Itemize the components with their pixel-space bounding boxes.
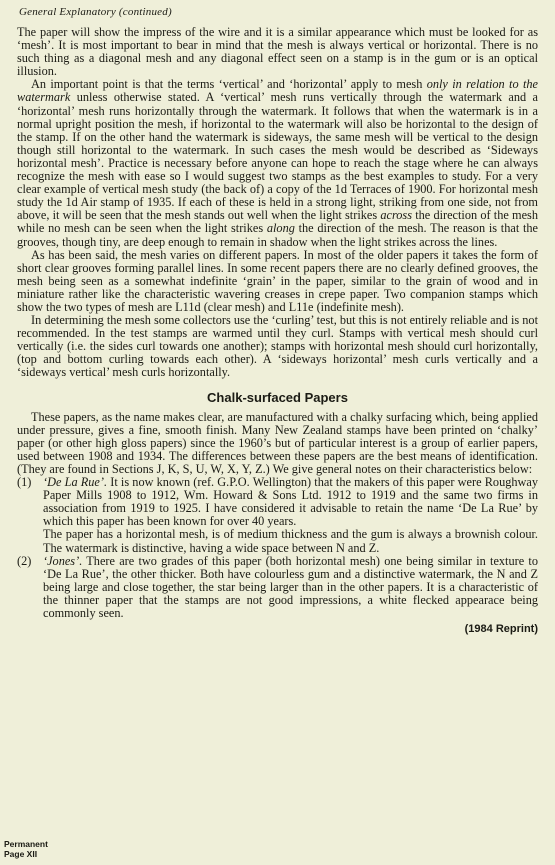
paragraph-mesh-intro: The paper will show the impress of the wire and it is a similar appearance which must be looked for as ‘mesh’. It is most important to bear in mind that the mesh is always vertical or horizontal. There is no such thing as a diagonal mesh and any diagonal effect seen on a stamp is in the gum or is an optical illusion. (17, 25, 538, 79)
item-body (43, 476, 538, 555)
footer-line: Permanent (4, 839, 48, 849)
emphasis-text: across (380, 208, 412, 223)
page-footer (4, 839, 48, 859)
paragraph-vertical-horizontal (17, 78, 538, 248)
text-run: the direction of the mesh while no mesh can be seen when the light strikes (17, 208, 538, 236)
text-run: There are two grades of this paper (both horizontal mesh) one being similar in texture to ‘De La Rue’, the other thicker. Both have colourless gum and a distinctive watermark, the N and Z being large and close together, the star being larger than in the other papers. It is a characteristic of the thinner paper that the stamps are not good impressions, a white flecked appearace being commonly seen. (43, 553, 538, 621)
text-run: It is now known (ref. G.P.O. Wellington) that the makers of this paper were Roughway Paper Mills 1908 to 1912, Wm. Howard & Sons Ltd. 1912 to 1919 and the same two firms in association from 1919 to 1925. I have considered it advisable to retain the name ‘De La Rue’ by which this paper has been known for over 40 years. (43, 475, 538, 529)
running-head: General Explanatory (continued) (19, 6, 172, 18)
emphasis-text: only in relation to the watermark (17, 77, 538, 105)
paragraph-curling-test: In determining the mesh some collectors use the ‘curling’ test, but this is not entirely reliable and is not recommended. In the test stamps are warmed until they curl. Stamps with vertical mesh should curl vertically (i.e. the sides curl towards one another); stamps with horizontal mesh should curl horizontally, (top and bottom curling towards each other). A ‘sideways horizontal’ mesh curls vertically and a ‘sideways vertical’ mesh curls horizontally. (17, 313, 538, 380)
paragraph-mesh-varies: As has been said, the mesh varies on different papers. In most of the older papers it takes the form of short clear grooves forming parallel lines. In some recent papers there are no clearly defined grooves, the mesh being seen as a somewhat indefinite ‘grain’ in the paper, similar to the grain of wood and in miniature rather like the characteristic wavering creases in crepe paper. Two companion stamps which show the two types of mesh are L11d (clear mesh) and L11e (indefinite mesh). (17, 247, 538, 314)
paragraph-chalk-intro: These papers, as the name makes clear, are manufactured with a chalky surfacing which, being applied under pressure, gives a fine, smooth finish. Many New Zealand stamps have been printed on ‘chalky’ paper (or other high gloss papers) since the 1960’s but of particular interest is a group of earlier papers, used between 1908 and 1934. The differences between these papers are the best means of identification. (They are found in Sections J, K, S, U, W, X, Y, Z.) We give general notes on their characteristics below: (17, 409, 538, 476)
text-run: An important point is that the terms ‘vertical’ and ‘horizontal’ apply to mesh (31, 77, 427, 92)
item-text (43, 555, 538, 620)
item-number: (2) (17, 553, 32, 568)
body-text (17, 26, 538, 636)
list-item-de-la-rue (17, 476, 538, 555)
item-title: ‘Jones’. (43, 553, 83, 568)
text-run: unless otherwise stated. A ‘vertical’ mesh runs vertically through the watermark and a ‘horizontal’ mesh runs horizontally through the watermark. It follows that when the watermark is in a normal upright position the mesh, if horizontal to the watermark will also be horizontal to the design of the stamp. If on the other hand the watermark is sideways, the same mesh will be vertical to the design though still horizontal to the watermark. In such cases the mesh would be described as ‘Sideways horizontal mesh’. Practice is necessary before anyone can hope to reach the stage where he can always recognize the mesh with ease so I would suggest two stamps as the best examples to study. For a very clear example of vertical mesh study (the back of) a copy of the 1d Terraces of 1900. For horizontal mesh study the 1d Air stamp of 1935. If each of these is held in a strong light, striking from one side, not from above, it will be seen that the mesh stands out well when the light strikes (17, 90, 538, 223)
item-number: (1) (17, 475, 32, 490)
footer-page-number: Page XII (4, 849, 38, 859)
text-run: the direction of the mesh. The reason is that the grooves, though tiny, are deep enough to remain in shadow when the light strikes across the lines. (17, 221, 538, 249)
item-body (43, 555, 538, 620)
emphasis-text: along (266, 221, 295, 236)
item-subparagraph: The paper has a horizontal mesh, is of medium thickness and the gum is always a brownish colour. The watermark is distinctive, having a wide space between N and Z. (43, 527, 538, 555)
section-heading: Chalk-surfaced Papers (207, 389, 348, 405)
item-title: ‘De La Rue’. (43, 475, 108, 490)
list-item-jones (17, 555, 538, 620)
item-text (43, 476, 538, 528)
reprint-note: (1984 Reprint) (464, 623, 538, 636)
